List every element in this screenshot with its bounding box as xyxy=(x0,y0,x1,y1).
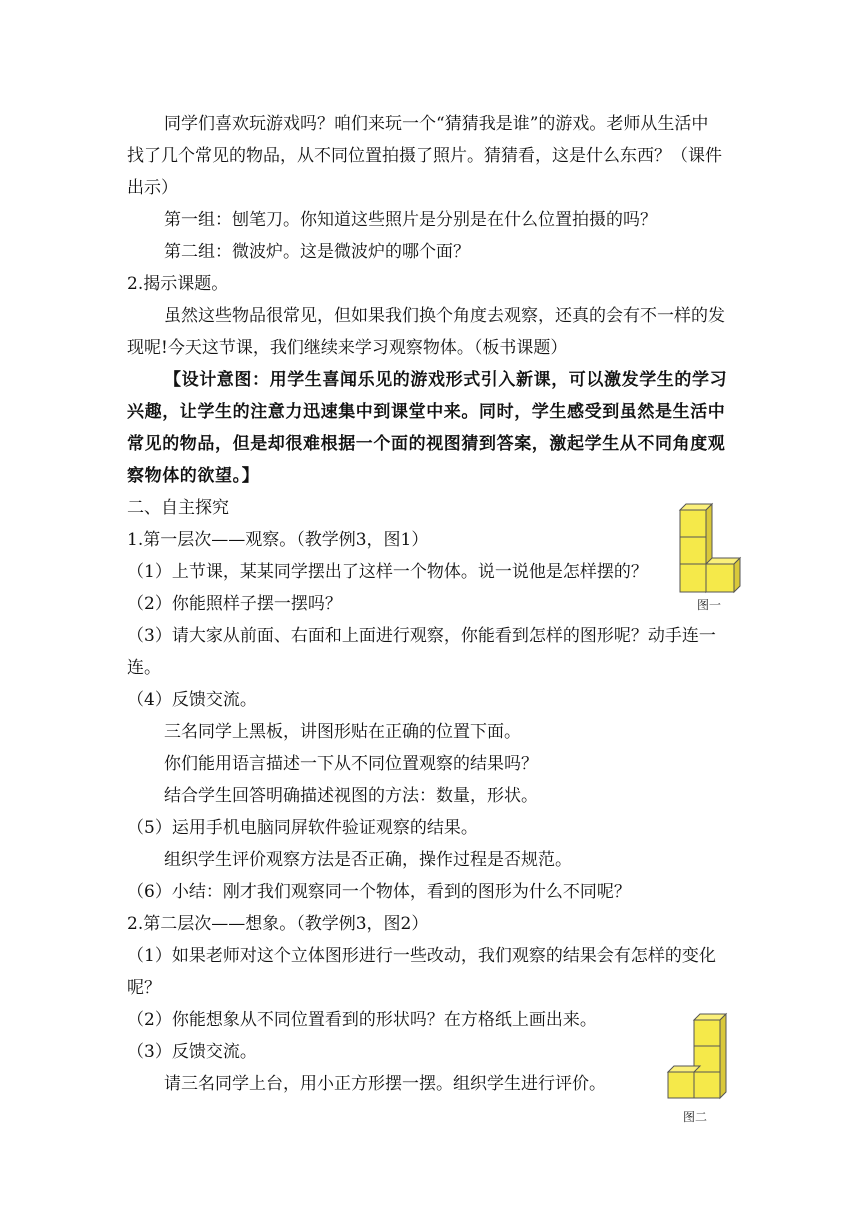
list-item: （4）反馈交流。 xyxy=(127,690,257,710)
list-item: （1）如果老师对这个立体图形进行一些改动，我们观察的结果会有怎样的变化 xyxy=(127,946,716,966)
figure-two-cubes xyxy=(664,1010,732,1102)
list-item: （2）你能想象从不同位置看到的形状吗？在方格纸上画出来。 xyxy=(127,1010,597,1030)
list-item: （5）运用手机电脑同屏软件验证观察的结果。 xyxy=(127,818,478,838)
paragraph-line: 第二组：微波炉。这是微波炉的哪个面？ xyxy=(164,242,470,262)
paragraph-line: 出示） xyxy=(127,178,178,198)
design-intent-line: 兴趣，让学生的注意力迅速集中到课堂中来。同时，学生感受到虽然是生活中 xyxy=(127,402,726,422)
list-item: 连。 xyxy=(127,658,161,678)
design-intent-line: 察物体的欲望。】 xyxy=(127,466,260,486)
list-item: （1）上节课，某某同学摆出了这样一个物体。说一说他是怎样摆的？ xyxy=(127,562,648,582)
list-item: 呢？ xyxy=(127,978,161,998)
paragraph-line: 结合学生回答明确描述视图的方法：数量，形状。 xyxy=(164,786,538,806)
design-intent-line: 【设计意图：用学生喜闻乐见的游戏形式引入新课，可以激发学生的学习 xyxy=(164,370,728,390)
figure-one-caption: 图一 xyxy=(697,598,722,612)
paragraph-line: 现呢!今天这节课，我们继续来学习观察物体。（板书课题） xyxy=(127,338,568,358)
section-heading: 二、自主探究 xyxy=(127,498,229,518)
paragraph-line: 找了几个常见的物品，从不同位置拍摄了照片。猜猜看，这是什么东西？（课件 xyxy=(127,146,722,166)
design-intent-line: 常见的物品，但是却很难根据一个面的视图猜到答案，激起学生从不同角度观 xyxy=(127,434,726,454)
list-item: （2）你能照样子摆一摆吗？ xyxy=(127,594,342,614)
paragraph-line: 同学们喜欢玩游戏吗？咱们来玩一个“猜猜我是谁”的游戏。老师从生活中 xyxy=(164,114,709,134)
paragraph-line: 第一组：刨笔刀。你知道这些照片是分别是在什么位置拍摄的吗？ xyxy=(164,210,657,230)
list-item: 1.第一层次——观察。（教学例3，图1） xyxy=(127,530,429,550)
section-heading: 2.揭示课题。 xyxy=(127,274,229,294)
paragraph-line: 组织学生评价观察方法是否正确，操作过程是否规范。 xyxy=(164,850,572,870)
paragraph-line: 三名同学上黑板，讲图形贴在正确的位置下面。 xyxy=(164,722,521,742)
paragraph-line: 你们能用语言描述一下从不同位置观察的结果吗？ xyxy=(164,754,538,774)
paragraph-line: 请三名同学上台，用小正方形摆一摆。组织学生进行评价。 xyxy=(164,1074,606,1094)
list-item: （3）请大家从前面、右面和上面进行观察，你能看到怎样的图形呢？动手连一 xyxy=(127,626,716,646)
figure-two-caption: 图二 xyxy=(683,1110,708,1124)
list-item: （3）反馈交流。 xyxy=(127,1042,257,1062)
list-item: （6）小结：刚才我们观察同一个物体，看到的图形为什么不同呢？ xyxy=(127,882,631,902)
list-item: 2.第二层次——想象。（教学例3，图2） xyxy=(127,914,429,934)
figure-one-cubes xyxy=(676,498,748,594)
paragraph-line: 虽然这些物品很常见，但如果我们换个角度去观察，还真的会有不一样的发 xyxy=(164,306,725,326)
